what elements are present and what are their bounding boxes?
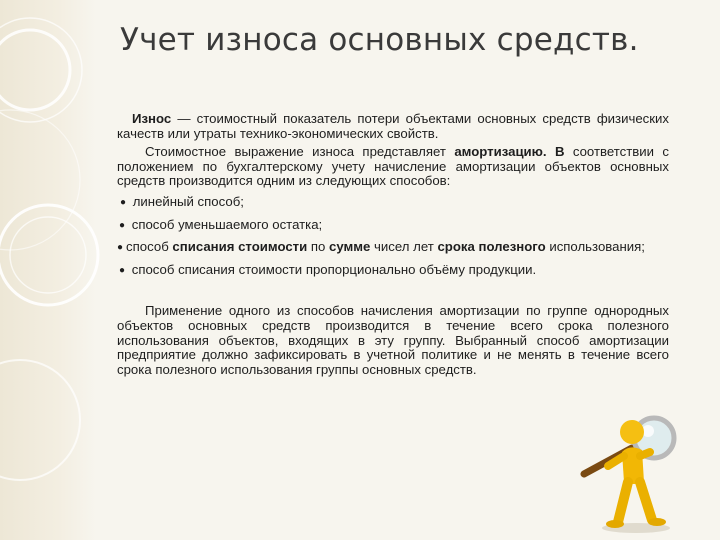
figure-with-magnifier-icon	[570, 386, 700, 536]
amortization-bold-v: В	[554, 144, 565, 160]
method-declining: способ уменьшаемого остатка;	[131, 216, 323, 232]
method-sum-years-3: чисел лет	[370, 239, 438, 255]
bullet-icon: ●	[120, 196, 127, 208]
bullet-icon: ●	[117, 242, 124, 254]
method-units-of-production: способ списания стоимости пропорционально объёму продукции.	[131, 261, 537, 277]
list-item	[117, 240, 669, 256]
amortization-paragraph	[117, 145, 669, 189]
method-sum-years-bold-3: срока полезного	[437, 239, 546, 255]
list-item	[117, 263, 669, 279]
methods-list	[117, 195, 669, 278]
bullet-icon: ●	[119, 219, 126, 231]
method-sum-years-1: способ	[126, 239, 173, 255]
term-iznos: Износ	[132, 111, 172, 126]
method-sum-years-4: использования;	[545, 239, 645, 255]
amortization-text-1: Стоимостное выражение износа представляет	[145, 144, 455, 160]
method-sum-years-bold-2: сумме	[329, 239, 371, 255]
definition-text: — стоимостный показатель потери объектами основных средств физических качеств или утраты технико-экономических свойств.	[117, 111, 669, 141]
definition-paragraph	[117, 112, 669, 141]
closing-paragraph: Применение одного из способов начисления амортизации по группе однородных объектов основных средств производится в течение всего срока полезного использования объектов, входящих в эту группу. Выбранный способ амортизации предприятие должно зафиксировать в учетной политике и не менять в течение всего срока полезного использования группы основных средств.	[117, 303, 669, 377]
amortization-text-2	[547, 144, 555, 159]
bullet-icon: ●	[119, 264, 126, 276]
list-item	[117, 218, 669, 234]
slide-title: Учет износа основных средств.	[120, 22, 639, 58]
amortization-bold: амортизацию.	[454, 144, 547, 160]
list-item	[117, 195, 669, 211]
slide-body	[117, 112, 669, 381]
method-sum-years-2: по	[307, 239, 330, 255]
method-linear: линейный способ;	[132, 193, 244, 209]
method-sum-years-bold-1: списания стоимости	[172, 239, 308, 255]
amortization-text-3: соответствии с положением по бухгалтерскому учету начисление амортизации объектов основных средств производится одним из следующих способов:	[117, 144, 669, 189]
